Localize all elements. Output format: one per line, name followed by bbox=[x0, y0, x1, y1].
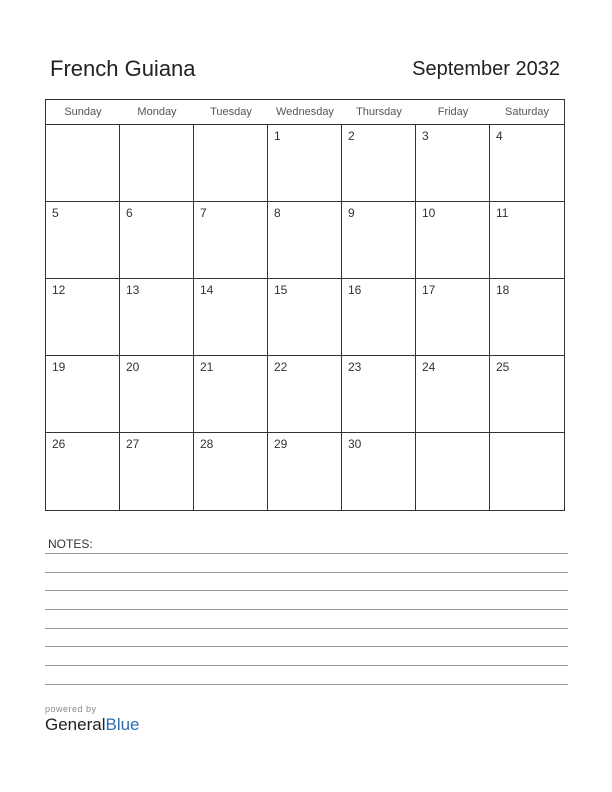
day-cell bbox=[120, 202, 194, 279]
day-number: 21 bbox=[200, 360, 214, 374]
note-line bbox=[45, 609, 568, 610]
weekday-friday: Friday bbox=[437, 106, 469, 118]
note-line bbox=[45, 665, 568, 666]
day-number: 25 bbox=[496, 360, 510, 374]
day-number: 13 bbox=[126, 283, 140, 297]
day-number: 6 bbox=[126, 206, 133, 220]
day-cell bbox=[194, 202, 268, 279]
day-cell bbox=[194, 279, 268, 356]
day-cell bbox=[268, 202, 342, 279]
day-number: 4 bbox=[496, 129, 503, 143]
powered-by-text: powered by bbox=[45, 704, 97, 714]
day-cell bbox=[416, 279, 490, 356]
day-cell bbox=[490, 279, 564, 356]
day-number: 2 bbox=[348, 129, 355, 143]
day-cell bbox=[490, 202, 564, 279]
day-number: 9 bbox=[348, 206, 355, 220]
day-cell bbox=[268, 125, 342, 202]
day-cell bbox=[268, 433, 342, 510]
brand-blue-text: Blue bbox=[105, 715, 140, 734]
day-cell bbox=[490, 356, 564, 433]
note-line bbox=[45, 572, 568, 573]
day-cell bbox=[120, 433, 194, 510]
day-number: 29 bbox=[274, 437, 288, 451]
day-cell bbox=[46, 433, 120, 510]
weekday-saturday: Saturday bbox=[504, 106, 550, 118]
day-number: 14 bbox=[200, 283, 214, 297]
day-cell bbox=[416, 356, 490, 433]
day-cell bbox=[46, 202, 120, 279]
note-line bbox=[45, 684, 568, 685]
day-number: 30 bbox=[348, 437, 362, 451]
day-cell bbox=[194, 356, 268, 433]
brand-footer bbox=[45, 704, 140, 735]
day-number: 19 bbox=[52, 360, 66, 374]
day-cell bbox=[268, 356, 342, 433]
day-cell bbox=[194, 125, 268, 202]
month-calendar-grid bbox=[45, 99, 565, 511]
day-cell bbox=[120, 356, 194, 433]
weekday-header-row bbox=[46, 100, 564, 125]
day-cell bbox=[416, 433, 490, 510]
brand-logo bbox=[45, 715, 140, 735]
day-cell bbox=[46, 356, 120, 433]
day-cell bbox=[120, 279, 194, 356]
day-number: 27 bbox=[126, 437, 140, 451]
day-cell bbox=[120, 125, 194, 202]
day-cell bbox=[46, 125, 120, 202]
day-cell bbox=[46, 279, 120, 356]
day-cell bbox=[342, 356, 416, 433]
day-number: 12 bbox=[52, 283, 66, 297]
day-number: 5 bbox=[52, 206, 59, 220]
day-number: 16 bbox=[348, 283, 362, 297]
day-cell bbox=[416, 125, 490, 202]
day-number: 18 bbox=[496, 283, 510, 297]
note-line bbox=[45, 553, 568, 554]
day-cell bbox=[194, 433, 268, 510]
brand-general-text: General bbox=[45, 715, 106, 734]
day-cell bbox=[490, 433, 564, 510]
calendar-month-title: September 2032 bbox=[412, 58, 560, 80]
weekday-thursday: Thursday bbox=[356, 106, 402, 118]
calendar-days bbox=[46, 125, 564, 510]
day-number: 3 bbox=[422, 129, 429, 143]
day-cell bbox=[342, 125, 416, 202]
weekday-sunday: Sunday bbox=[64, 106, 102, 118]
weekday-wednesday: Wednesday bbox=[276, 106, 334, 118]
day-cell bbox=[342, 279, 416, 356]
calendar-country-title: French Guiana bbox=[50, 56, 196, 81]
note-line bbox=[45, 646, 568, 647]
day-cell bbox=[342, 202, 416, 279]
day-number: 26 bbox=[52, 437, 66, 451]
day-number: 28 bbox=[200, 437, 214, 451]
day-cell bbox=[268, 279, 342, 356]
day-number: 17 bbox=[422, 283, 436, 297]
weekday-tuesday: Tuesday bbox=[210, 106, 252, 118]
weekday-monday: Monday bbox=[137, 106, 177, 118]
note-line bbox=[45, 628, 568, 629]
day-number: 8 bbox=[274, 206, 281, 220]
note-line bbox=[45, 590, 568, 591]
day-number: 15 bbox=[274, 283, 288, 297]
day-number: 1 bbox=[274, 129, 281, 143]
day-number: 20 bbox=[126, 360, 140, 374]
notes-label: NOTES: bbox=[48, 537, 93, 551]
day-cell bbox=[490, 125, 564, 202]
day-number: 23 bbox=[348, 360, 362, 374]
day-cell bbox=[342, 433, 416, 510]
day-number: 10 bbox=[422, 206, 436, 220]
day-number: 22 bbox=[274, 360, 288, 374]
day-cell bbox=[416, 202, 490, 279]
day-number: 11 bbox=[496, 206, 509, 220]
day-number: 7 bbox=[200, 206, 207, 220]
day-number: 24 bbox=[422, 360, 436, 374]
